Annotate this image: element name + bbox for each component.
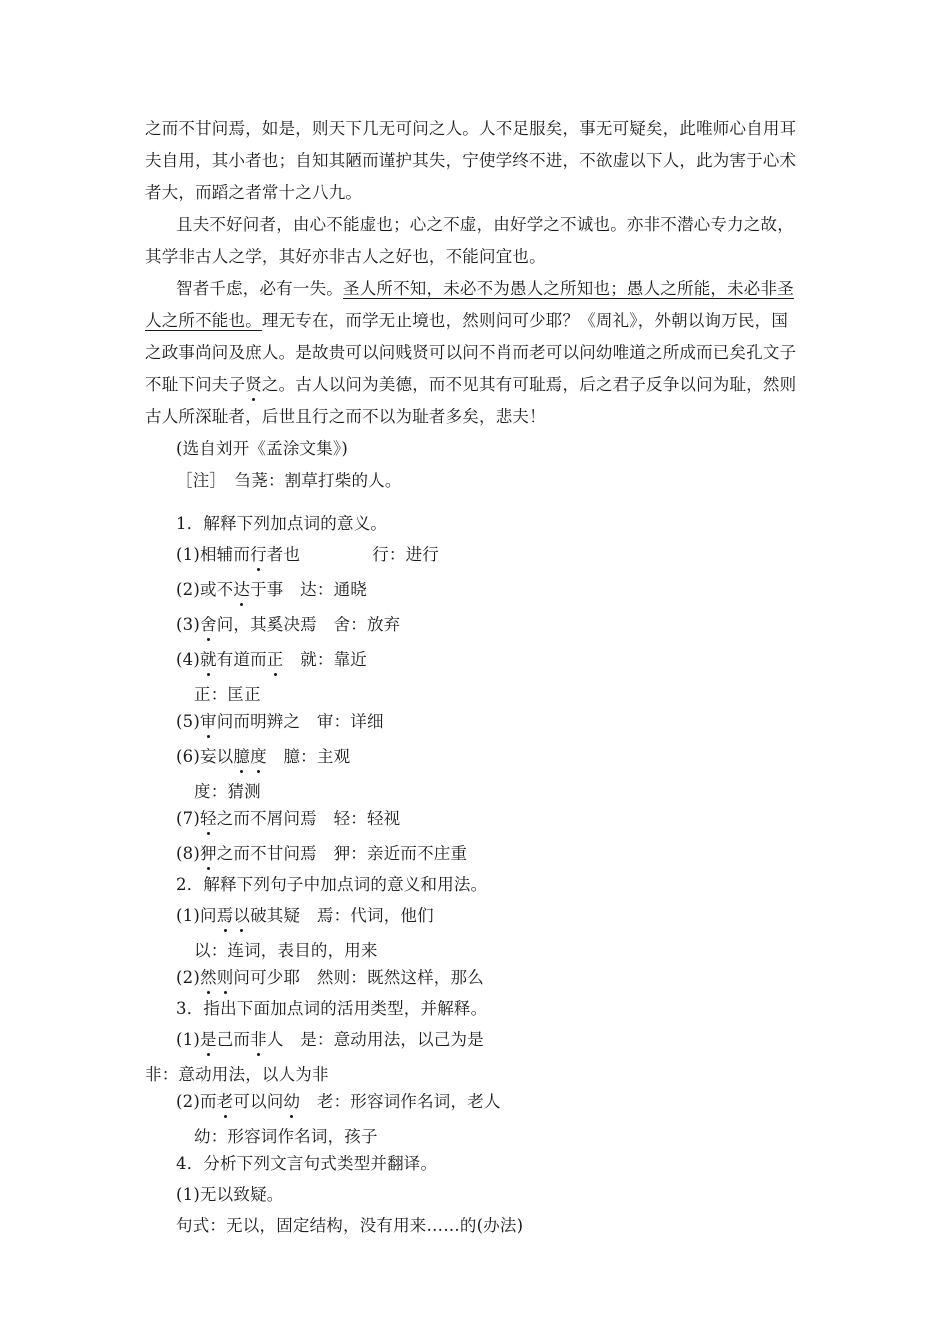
question-item — [176, 746, 350, 768]
passage-text: 之。古人以问为美德，而不见其有可耻焉，后之君子反争以问为耻，然则 — [261, 375, 797, 394]
item-text: 问，其奚决焉 舍：放弃 — [216, 615, 401, 634]
item-text: 可以问 — [233, 1092, 284, 1111]
item-answer: 问可少耶 然则：既然这样，那么 — [233, 968, 484, 987]
dotted-word: 幼 — [283, 1092, 301, 1111]
dotted-word: 非 — [250, 1030, 267, 1049]
item-text: (6)妄以 — [176, 747, 234, 766]
item-text: (2)或不 — [176, 580, 234, 599]
dotted-word: 达 — [233, 580, 251, 599]
item-answer: 句式：无以，固定结构，没有用来……的(办法) — [176, 1216, 524, 1235]
item-text: 者也 — [266, 545, 301, 564]
dotted-word: 舍 — [199, 615, 217, 634]
passage-line: 夫自用，其小者也；自知其陋而谨护其失，宁使学终不进，不欲虚以下人，此为害于心术 — [145, 151, 797, 170]
question-title: 4．分析下列文言句式类型并翻译。 — [176, 1154, 438, 1173]
dotted-word: 狎 — [199, 844, 217, 863]
dotted-word: 度 — [250, 747, 267, 766]
passage-line: 古人所深耻者，后世且行之而不以为耻者多矣，悲夫！ — [145, 407, 546, 426]
question-title: 3．指出下面加点词的活用类型，并解释。 — [176, 999, 488, 1018]
question-item — [176, 843, 467, 865]
dotted-word: 审 — [199, 712, 217, 731]
dotted-word: 则 — [216, 968, 234, 987]
passage-line: 者大，而蹈之者常十之八九。 — [145, 183, 363, 202]
question-item — [176, 614, 400, 636]
item-answer: 老：形容词作名词，老人 — [300, 1092, 501, 1111]
dotted-word: 轻 — [199, 809, 217, 828]
item-text: 问而明辨之 审：详细 — [216, 712, 384, 731]
dotted-word: 行 — [250, 545, 267, 564]
dotted-word: 正 — [266, 650, 284, 669]
item-text: (7) — [176, 809, 200, 828]
item-answer: 正：匡正 — [194, 685, 261, 704]
item-answer: 臆：主观 — [266, 747, 351, 766]
item-text: (3) — [176, 615, 200, 634]
question-item — [176, 711, 384, 733]
item-text: 有道而 — [216, 650, 267, 669]
dotted-word: 然 — [199, 968, 217, 987]
underlined-sentence: 圣人所不知，未必不为愚人之所知也；愚人之所能，未必非圣 — [343, 279, 794, 298]
underlined-sentence: 人之所不能也。 — [145, 311, 262, 330]
item-answer: 以：连词，表目的，用来 — [194, 941, 378, 960]
passage-line: 之政事尚问及庶人。是故贵可以问贱贤可以问不肖而老可以问幼唯道之所成而已矣孔文子 — [145, 343, 797, 362]
dotted-word: 臆 — [233, 747, 251, 766]
item-text: (2)而 — [176, 1092, 217, 1111]
item-text: 己而 — [216, 1030, 251, 1049]
item-text: (1)相辅而 — [176, 545, 251, 564]
passage-line — [176, 278, 794, 300]
item-answer: 幼：形容词作名词，孩子 — [194, 1127, 378, 1146]
question-item — [176, 808, 400, 830]
item-answer: 行：进行 — [372, 545, 439, 564]
item-text: (8) — [176, 844, 200, 863]
dotted-word: 贤 — [245, 375, 262, 394]
dotted-word: 老 — [216, 1092, 234, 1111]
question-item — [176, 905, 434, 927]
passage-line — [145, 374, 796, 396]
question-item — [176, 544, 439, 566]
question-item — [176, 579, 367, 601]
question-item — [176, 649, 367, 671]
passage-text: 不耻下问夫子 — [145, 375, 246, 394]
dotted-word: 焉 — [216, 906, 234, 925]
item-text: (1) — [176, 1030, 200, 1049]
passage-text: 智者千虑，必有一失。 — [176, 279, 343, 298]
item-answer: 非：意动用法，以人为非 — [145, 1065, 329, 1084]
source-citation: (选自刘开《孟涂文集》) — [176, 439, 349, 458]
passage-text: 理无专在，而学无止境也，然则问可少耶？《周礼》，外朝以询万民，国 — [261, 311, 789, 330]
question-item — [176, 1029, 484, 1051]
item-text: 之而不屑问焉 轻：轻视 — [216, 809, 401, 828]
question-item — [176, 1091, 501, 1113]
item-answer: 就：靠近 — [283, 650, 367, 669]
item-answer: 度：猜测 — [194, 782, 261, 801]
dotted-word: 以 — [233, 906, 251, 925]
footnote: ［注］ 刍荛：割草打柴的人。 — [176, 471, 402, 490]
item-text: (2) — [176, 968, 200, 987]
dotted-word: 就 — [199, 650, 217, 669]
item-text: (4) — [176, 650, 200, 669]
question-title: 2．解释下列句子中加点词的意义和用法。 — [176, 875, 488, 894]
passage-line: 之而不甘问焉，如是，则天下几无可问之人。人不足服矣，事无可疑矣，此唯师心自用耳 — [145, 119, 797, 138]
item-text: (1)问 — [176, 906, 217, 925]
question-item: (1)无以致疑。 — [176, 1185, 284, 1204]
item-answer: 破其疑 焉：代词，他们 — [250, 906, 434, 925]
dotted-word: 是 — [199, 1030, 217, 1049]
item-text: 之而不甘问焉 狎：亲近而不庄重 — [216, 844, 468, 863]
passage-line: 且夫不好问者，由心不能虚也；心之不虚，由好学之不诚也。亦非不潜心专力之故， — [176, 215, 794, 234]
passage-line: 其学非古人之学，其好亦非古人之好也，不能问宜也。 — [145, 247, 546, 266]
question-title: 1．解释下列加点词的意义。 — [176, 514, 388, 533]
passage-line — [145, 310, 788, 332]
question-item — [176, 967, 484, 989]
item-answer: 人 是：意动用法，以己为是 — [266, 1030, 484, 1049]
item-text: 于事 达：通晓 — [250, 580, 367, 599]
item-text: (5) — [176, 712, 200, 731]
